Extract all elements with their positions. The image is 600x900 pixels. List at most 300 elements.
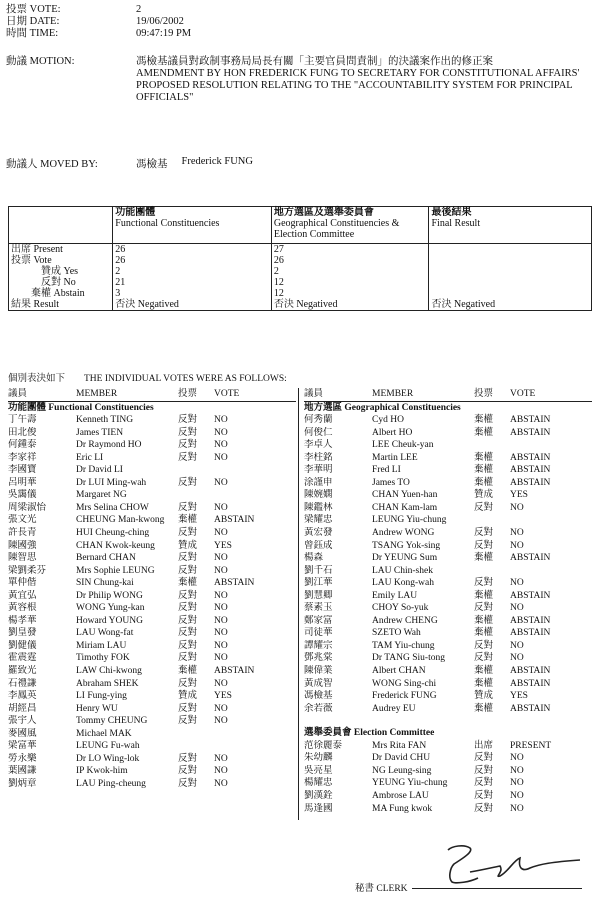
vote-zh: 反對: [178, 753, 198, 764]
gc-vote-row: [304, 678, 592, 691]
fc-vote-row: [8, 464, 296, 477]
clerk-label: 秘書 CLERK: [355, 884, 408, 894]
motion-text-en: AMENDMENT BY HON FREDERICK FUNG TO SECRETARY FOR CONSTITUTIONAL AFFAIRS' PROPOSED RESOLUTION RELATING TO THE "ACCOUNTABILITY SYSTEM FOR PRINCIPAL OFFICIALS": [136, 68, 580, 103]
fc-vote-row: [8, 489, 296, 502]
member-name-zh: 李鳳英: [8, 691, 37, 702]
member-name-en: Dr Raymond HO: [76, 440, 142, 451]
gc-vote-row: [304, 690, 592, 703]
vote-en: NO: [214, 678, 228, 689]
vote-en: NO: [510, 803, 524, 814]
right-column-header: 議員 MEMBER 投票 VOTE: [304, 388, 592, 402]
member-name-en: Margaret NG: [76, 490, 127, 501]
member-name-en: CHOY So-yuk: [372, 603, 429, 614]
vote-zh: 反對: [474, 540, 494, 551]
fc-section-title: 功能團體 Functional Constituencies: [8, 402, 154, 413]
member-name-zh: 周梁淑怡: [8, 502, 47, 513]
fc-vote-row: [8, 590, 296, 603]
vote-zh: 反對: [178, 603, 198, 614]
gc-vote-row: [304, 489, 592, 502]
fc-vote-row: [8, 740, 296, 753]
vote-zh: 反對: [474, 803, 494, 814]
member-name-en: Dr TANG Siu-tong: [372, 653, 445, 664]
member-name-en: Abraham SHEK: [76, 678, 139, 689]
gc-vote-row: [304, 540, 592, 553]
vote-en: NO: [214, 502, 228, 513]
vote-zh: 反對: [178, 590, 198, 601]
vote-zh: 反對: [474, 790, 494, 801]
member-name-zh: 陳智思: [8, 553, 37, 564]
member-name-en: Eric LI: [76, 452, 104, 463]
gc-vote-row: [304, 652, 592, 665]
vote-en: NO: [214, 615, 228, 626]
member-name-en: LAU Wong-fat: [76, 628, 134, 639]
motion-text-zh: 馮檢基議員對政制事務局局長有關「主要官員問責制」的決議案作出的修正案: [136, 56, 493, 67]
fc-vote-row: [8, 615, 296, 628]
vote-zh: 贊成: [474, 691, 494, 702]
member-name-en: MA Fung kwok: [372, 803, 433, 814]
fc-vote-row: [8, 502, 296, 515]
ec-vote-row: [304, 803, 592, 816]
vote-zh: 反對: [178, 703, 198, 714]
member-name-en: Howard YOUNG: [76, 615, 143, 626]
member-name-en: LEUNG Yiu-chung: [372, 515, 447, 526]
results-table: [8, 206, 592, 311]
vote-en: NO: [510, 578, 524, 589]
final-results: 否決 Negatived: [429, 244, 592, 311]
member-name-zh: 曾鈺成: [304, 540, 333, 551]
vote-zh: 棄權: [474, 666, 494, 677]
member-name-zh: 田北俊: [8, 427, 37, 438]
vote-en: NO: [214, 603, 228, 614]
member-name-zh: 何鍾泰: [8, 440, 37, 451]
column-divider: [298, 388, 299, 820]
member-name-en: Henry WU: [76, 703, 118, 714]
member-name-zh: 麥國風: [8, 728, 37, 739]
vote-zh: 反對: [474, 502, 494, 513]
gc-vote-row: [304, 552, 592, 565]
vote-zh: 反對: [178, 440, 198, 451]
vote-en: [214, 728, 294, 741]
gc-vote-row: [304, 427, 592, 440]
vote-zh: 反對: [178, 528, 198, 539]
fc-vote-row: [8, 602, 296, 615]
vote-en: NO: [214, 590, 228, 601]
member-name-en: LAW Chi-kwong: [76, 666, 142, 677]
member-name-zh: 單仲偕: [8, 578, 37, 589]
member-name-zh: 李國寶: [8, 465, 37, 476]
vote-zh: 棄權: [474, 452, 494, 463]
member-name-zh: 黃宏發: [304, 528, 333, 539]
vote-zh: 反對: [178, 778, 198, 789]
vote-en: NO: [214, 628, 228, 639]
gc-vote-row: [304, 514, 592, 527]
vote-en: YES: [214, 691, 232, 702]
member-name-en: IP Kwok-him: [76, 766, 128, 777]
vote-zh: 反對: [474, 753, 494, 764]
vote-zh: 反對: [474, 603, 494, 614]
fc-vote-row: [8, 652, 296, 665]
member-name-en: CHEUNG Man-kwong: [76, 515, 165, 526]
vote-zh: 反對: [178, 628, 198, 639]
mover-name-zh: 馮檢基: [136, 159, 168, 170]
vote-number: 2: [136, 4, 142, 15]
fc-vote-row: [8, 527, 296, 540]
fc-vote-row: [8, 427, 296, 440]
member-name-zh: 葉國謙: [8, 766, 37, 777]
vote-zh: [474, 565, 510, 578]
member-name-zh: 黃成智: [304, 678, 333, 689]
vote-zh: 反對: [474, 640, 494, 651]
member-name-zh: 梁劉柔芬: [8, 565, 47, 576]
vote-zh: 反對: [178, 640, 198, 651]
gc-vote-row: [304, 703, 592, 716]
member-name-en: Mrs Sophie LEUNG: [76, 565, 155, 576]
vote-en: ABSTAIN: [510, 678, 551, 689]
gc-vote-row: [304, 464, 592, 477]
fc-vote-row: [8, 540, 296, 553]
vote-en: NO: [510, 502, 524, 513]
vote-en: ABSTAIN: [510, 415, 551, 426]
member-name-zh: 丁午壽: [8, 415, 37, 426]
member-name-en: Andrew CHENG: [372, 615, 438, 626]
vote-en: NO: [214, 440, 228, 451]
vote-en: NO: [214, 640, 228, 651]
member-name-en: SIN Chung-kai: [76, 578, 134, 589]
vote-zh: 贊成: [474, 490, 494, 501]
member-name-zh: 李家祥: [8, 452, 37, 463]
member-name-zh: 黃容根: [8, 603, 37, 614]
member-name-en: Timothy FOK: [76, 653, 130, 664]
vote-zh: 反對: [178, 553, 198, 564]
clerk-signature-line: [412, 888, 582, 889]
member-name-en: CHAN Kam-lam: [372, 502, 438, 513]
member-name-zh: 楊森: [304, 553, 324, 564]
left-column-header: 議員 MEMBER 投票 VOTE: [8, 388, 296, 402]
moved-by-label: 動議人 MOVED BY:: [6, 159, 98, 170]
vote-zh: 反對: [474, 528, 494, 539]
member-name-zh: 譚耀宗: [304, 640, 333, 651]
vote-zh: 反對: [178, 415, 198, 426]
vote-en: YES: [214, 540, 232, 551]
ec-section-title: 選舉委員會 Election Committee: [304, 728, 435, 739]
fc-header: 功能團體 Functional Constituencies: [113, 207, 272, 244]
member-name-en: CHAN Yuen-han: [372, 490, 438, 501]
vote-en: ABSTAIN: [510, 465, 551, 476]
vote-zh: 反對: [178, 716, 198, 727]
vote-en: NO: [214, 703, 228, 714]
vote-zh: 棄權: [474, 553, 494, 564]
vote-zh: 棄權: [474, 615, 494, 626]
time-value: 09:47:19 PM: [136, 28, 192, 39]
vote-zh: 棄權: [474, 703, 494, 714]
vote-zh: [178, 489, 214, 502]
fc-vote-row: [8, 565, 296, 578]
left-votes-column: [8, 388, 296, 791]
member-name-zh: 張宇人: [8, 716, 37, 727]
gc-vote-row: [304, 665, 592, 678]
vote-en: [510, 565, 590, 578]
vote-en: NO: [214, 778, 228, 789]
vote-en: NO: [510, 790, 524, 801]
member-name-en: Frederick FUNG: [372, 691, 437, 702]
vote-en: [214, 489, 294, 502]
member-name-zh: 勞永樂: [8, 753, 37, 764]
motion-block: [6, 56, 586, 104]
vote-zh: [178, 464, 214, 477]
member-name-en: Audrey EU: [372, 703, 416, 714]
member-name-en: Tommy CHEUNG: [76, 716, 148, 727]
member-name-zh: 呂明華: [8, 477, 37, 488]
vote-en: [510, 439, 590, 452]
member-name-zh: 吳靄儀: [8, 490, 37, 501]
member-name-en: HUI Cheung-ching: [76, 528, 150, 539]
final-header: 最後結果 Final Result: [429, 207, 592, 244]
gc-header: 地方選區及選舉委員會 Geographical Constituencies & Election Committee: [271, 207, 429, 244]
ec-vote-row: [304, 765, 592, 778]
vote-header: [6, 4, 191, 40]
gc-vote-row: [304, 477, 592, 490]
fc-vote-row: [8, 414, 296, 427]
member-name-zh: 陳國強: [8, 540, 37, 551]
vote-zh: 棄權: [178, 666, 198, 677]
member-name-en: Miriam LAU: [76, 640, 127, 651]
member-name-en: Dr LUI Ming-wah: [76, 477, 147, 488]
vote-zh: 反對: [474, 578, 494, 589]
moved-by-block: [6, 156, 253, 171]
member-name-zh: 蔡素玉: [304, 603, 333, 614]
vote-zh: 棄權: [474, 427, 494, 438]
vote-en: NO: [510, 540, 524, 551]
member-name-zh: 劉健儀: [8, 640, 37, 651]
vote-en: ABSTAIN: [510, 452, 551, 463]
vote-zh: 反對: [178, 427, 198, 438]
vote-zh: 棄權: [474, 590, 494, 601]
member-name-en: Albert CHAN: [372, 666, 426, 677]
member-name-en: Dr David CHU: [372, 753, 431, 764]
member-name-en: NG Leung-sing: [372, 765, 432, 776]
motion-label: 動議 MOTION:: [6, 56, 75, 67]
member-name-zh: 何俊仁: [304, 427, 333, 438]
member-name-zh: 李柱銘: [304, 452, 333, 463]
member-name-en: Mrs Selina CHOW: [76, 502, 149, 513]
member-name-en: Martin LEE: [372, 452, 418, 463]
member-name-zh: 李卓人: [304, 440, 333, 451]
gc-results: 27 26 2 12 12 否決 Negatived: [271, 244, 429, 311]
date-label: 日期 DATE:: [6, 16, 60, 27]
gc-vote-row: [304, 439, 592, 452]
member-name-en: WONG Sing-chi: [372, 678, 437, 689]
vote-en: NO: [214, 565, 228, 576]
vote-en: ABSTAIN: [510, 553, 551, 564]
member-name-en: James TO: [372, 477, 410, 488]
gc-vote-row: [304, 452, 592, 465]
vote-zh: 反對: [474, 765, 494, 776]
vote-en: ABSTAIN: [214, 578, 255, 589]
vote-zh: 反對: [178, 653, 198, 664]
vote-zh: 棄權: [474, 465, 494, 476]
vote-zh: 出席: [474, 740, 494, 751]
member-name-en: James TIEN: [76, 427, 124, 438]
member-name-en: Emily LAU: [372, 590, 418, 601]
vote-zh: 贊成: [178, 691, 198, 702]
member-name-en: Dr YEUNG Sum: [372, 553, 438, 564]
member-name-zh: 黃宜弘: [8, 590, 37, 601]
gc-vote-row: [304, 590, 592, 603]
vote-en: YES: [510, 490, 528, 501]
fc-vote-row: [8, 715, 296, 728]
clerk-signature: [430, 838, 590, 888]
member-name-zh: 梁耀忠: [304, 515, 333, 526]
vote-zh: [178, 728, 214, 741]
member-name-zh: 余若薇: [304, 703, 333, 714]
vote-en: NO: [510, 603, 524, 614]
member-name-zh: 劉漢銓: [304, 790, 333, 801]
gc-vote-row: [304, 577, 592, 590]
vote-zh: [474, 514, 510, 527]
vote-en: ABSTAIN: [510, 703, 551, 714]
vote-en: NO: [214, 653, 228, 664]
member-name-zh: 朱幼麟: [304, 753, 333, 764]
right-votes-column: [304, 388, 592, 815]
vote-en: NO: [214, 427, 228, 438]
member-name-zh: 劉慧卿: [304, 590, 333, 601]
fc-vote-row: [8, 778, 296, 791]
member-name-en: Michael MAK: [76, 728, 132, 739]
member-name-zh: 陳鑑林: [304, 502, 333, 513]
vote-en: [510, 514, 590, 527]
vote-en: NO: [214, 716, 228, 727]
vote-en: ABSTAIN: [214, 666, 255, 677]
mover-name-en: Frederick FUNG: [181, 156, 253, 167]
member-name-zh: 范徐麗泰: [304, 740, 343, 751]
vote-en: NO: [510, 528, 524, 539]
member-name-en: Dr David LI: [76, 465, 123, 476]
vote-en: [214, 740, 294, 753]
gc-section-title: 地方選區 Geographical Constituencies: [304, 402, 461, 413]
member-name-zh: 張文光: [8, 515, 37, 526]
fc-vote-row: [8, 439, 296, 452]
fc-vote-row: [8, 678, 296, 691]
vote-zh: 棄權: [474, 678, 494, 689]
vote-en: NO: [510, 765, 524, 776]
vote-en: ABSTAIN: [510, 427, 551, 438]
member-name-en: YEUNG Yiu-chung: [372, 778, 448, 789]
vote-en: YES: [510, 691, 528, 702]
member-name-zh: 羅致光: [8, 666, 37, 677]
member-name-zh: 胡經昌: [8, 703, 37, 714]
vote-en: NO: [510, 753, 524, 764]
vote-en: NO: [510, 653, 524, 664]
ec-vote-row: [304, 752, 592, 765]
vote-en: NO: [510, 640, 524, 651]
member-name-en: Cyd HO: [372, 415, 404, 426]
vote-en: [214, 464, 294, 477]
results-corner-cell: [9, 207, 113, 244]
vote-zh: 反對: [178, 565, 198, 576]
member-name-zh: 陳偉業: [304, 666, 333, 677]
vote-zh: 反對: [474, 653, 494, 664]
vote-en: ABSTAIN: [510, 590, 551, 601]
vote-zh: 棄權: [178, 515, 198, 526]
fc-vote-row: [8, 452, 296, 465]
member-name-en: TSANG Yok-sing: [372, 540, 441, 551]
vote-zh: [178, 740, 214, 753]
date-value: 19/06/2002: [136, 16, 184, 27]
member-name-zh: 楊孝華: [8, 615, 37, 626]
fc-vote-row: [8, 477, 296, 490]
vote-zh: 棄權: [474, 415, 494, 426]
vote-en: NO: [214, 753, 228, 764]
gc-vote-row: [304, 627, 592, 640]
vote-en: ABSTAIN: [510, 477, 551, 488]
vote-en: NO: [214, 528, 228, 539]
member-name-en: LAU Chin-shek: [372, 565, 433, 576]
member-name-en: WONG Yung-kan: [76, 603, 145, 614]
member-name-en: Albert HO: [372, 427, 413, 438]
vote-en: NO: [214, 553, 228, 564]
vote-en: NO: [214, 452, 228, 463]
gc-vote-row: [304, 602, 592, 615]
vote-en: NO: [214, 415, 228, 426]
fc-vote-row: [8, 577, 296, 590]
fc-vote-row: [8, 627, 296, 640]
individual-votes-title: 個別表決如下 THE INDIVIDUAL VOTES WERE AS FOLLOWS:: [8, 374, 287, 384]
vote-zh: 反對: [178, 678, 198, 689]
vote-zh: 反對: [178, 502, 198, 513]
member-name-zh: 司徒華: [304, 628, 333, 639]
vote-zh: 贊成: [178, 540, 198, 551]
time-label: 時間 TIME:: [6, 28, 59, 39]
gc-vote-row: [304, 502, 592, 515]
member-name-en: Ambrose LAU: [372, 790, 429, 801]
ec-vote-row: [304, 790, 592, 803]
results-row-labels: 出席 Present 投票 Vote 贊成 Yes 反對 No 棄權 Abstain 結果 Result: [9, 244, 113, 311]
member-name-en: CHAN Kwok-keung: [76, 540, 155, 551]
vote-en: PRESENT: [510, 740, 552, 751]
gc-vote-row: [304, 527, 592, 540]
vote-en: ABSTAIN: [510, 628, 551, 639]
member-name-zh: 劉皇發: [8, 628, 37, 639]
member-name-zh: 劉江華: [304, 578, 333, 589]
ec-vote-row: [304, 740, 592, 753]
member-name-en: LI Fung-ying: [76, 691, 127, 702]
vote-zh: 棄權: [178, 578, 198, 589]
fc-results: 26 26 2 21 3 否決 Negatived: [113, 244, 272, 311]
vote-zh: 棄權: [474, 628, 494, 639]
vote-en: ABSTAIN: [214, 515, 255, 526]
member-name-en: Fred LI: [372, 465, 401, 476]
member-name-en: Andrew WONG: [372, 528, 435, 539]
vote-zh: 反對: [474, 778, 494, 789]
vote-en: ABSTAIN: [510, 615, 551, 626]
fc-vote-row: [8, 552, 296, 565]
member-name-en: Kenneth TING: [76, 415, 134, 426]
member-name-zh: 馬逢國: [304, 803, 333, 814]
member-name-zh: 陳婉嫻: [304, 490, 333, 501]
fc-vote-row: [8, 728, 296, 741]
ec-vote-row: [304, 777, 592, 790]
fc-vote-row: [8, 690, 296, 703]
fc-vote-row: [8, 753, 296, 766]
vote-en: ABSTAIN: [510, 666, 551, 677]
member-name-zh: 劉炳章: [8, 778, 37, 789]
member-name-en: Mrs Rita FAN: [372, 740, 427, 751]
member-name-zh: 劉千石: [304, 565, 333, 576]
member-name-zh: 吳亮星: [304, 765, 333, 776]
member-name-zh: 鄭家富: [304, 615, 333, 626]
member-name-zh: 楊耀忠: [304, 778, 333, 789]
vote-en: NO: [214, 477, 228, 488]
